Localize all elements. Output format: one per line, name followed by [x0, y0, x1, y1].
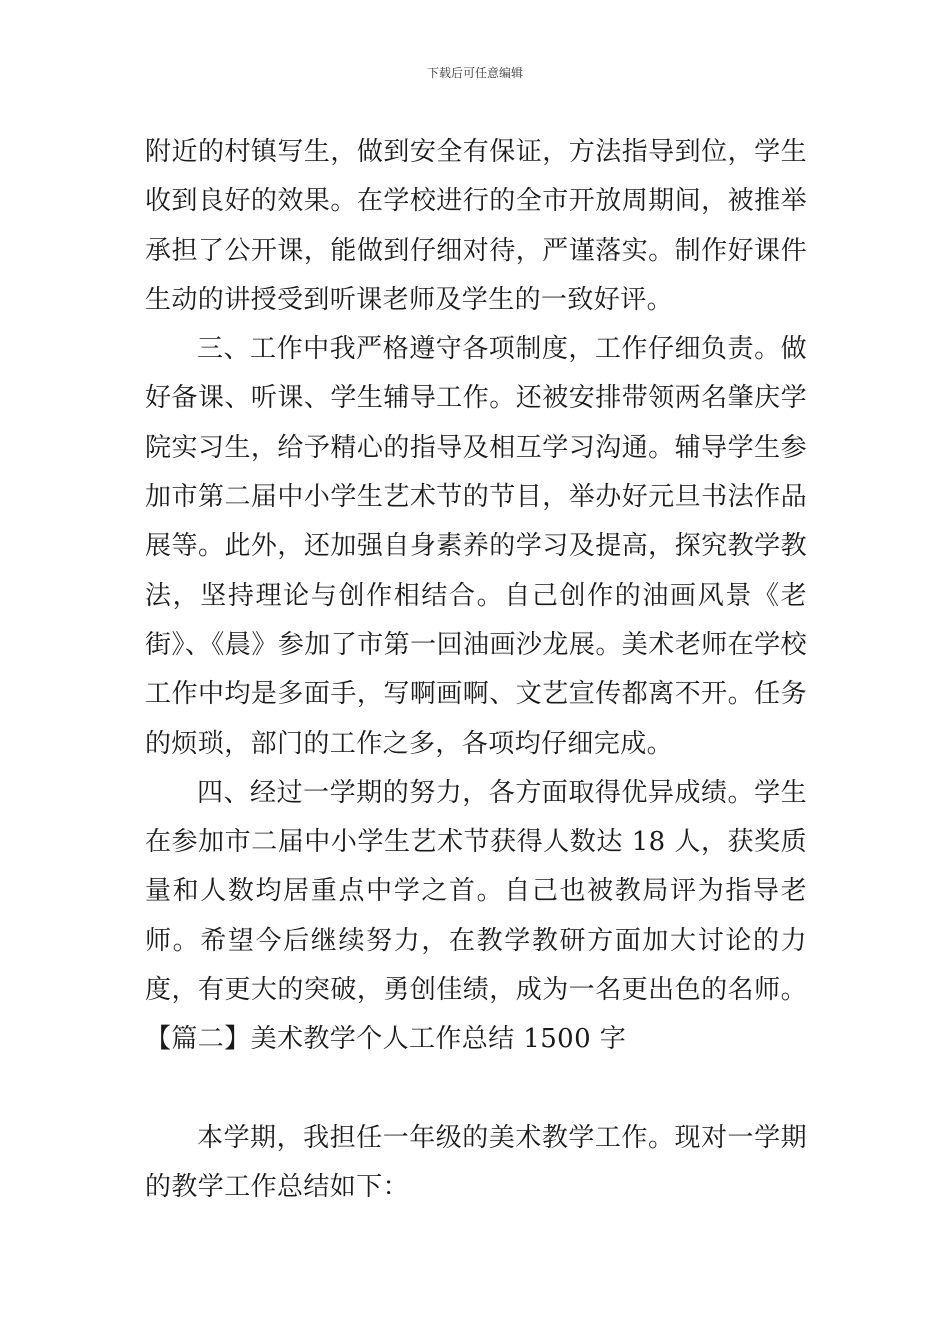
paragraph-section-three: 三、工作中我严格遵守各项制度，工作仔细负责。做好备课、听课、学生辅导工作。还被安排带领两名肇庆学院实习生，给予精心的指导及相互学习沟通。辅导学生参加市第二届中小学生艺术节的节目，举办好元旦书法作品展等。此外，还加强自身素养的学习及提高，探究教学教法，坚持理论与创作相结合。自己创作的油画风景《老街》、《晨》参加了市第一回油画沙龙展。美术老师在学校工作中均是多面手，写啊画啊、文艺宣传都离不开。任务的烦琐，部门的工作之多，各项均仔细完成。 — [145, 334, 807, 759]
document-body — [145, 128, 807, 1212]
page-header-note: 下载后可任意编辑 — [426, 66, 523, 80]
paragraph-part-two-intro: 本学期，我担任一年级的美术教学工作。现对一学期的教学工作总结如下： — [145, 1122, 807, 1202]
paragraph-spacer — [145, 1065, 807, 1114]
paragraph-section-four: 四、经过一学期的努力，各方面取得优异成绩。学生在参加市二届中小学生艺术节获得人数达 18 人，获奖质量和人数均居重点中学之首。自己也被教局评为指导老师。希望今后继续努力，在教学教研方面加大讨论的力度，有更大的突破，勇创佳绩，成为一名更出色的名师。【篇二】美术教学个人工作总结 1500 字 — [145, 777, 807, 1055]
paragraph-continuation: 附近的村镇写生，做到安全有保证，方法指导到位，学生收到良好的效果。在学校进行的全市开放周期间，被推举承担了公开课，能做到仔细对待，严谨落实。制作好课件生动的讲授受到听课老师及学生的一致好评。 — [145, 137, 807, 315]
